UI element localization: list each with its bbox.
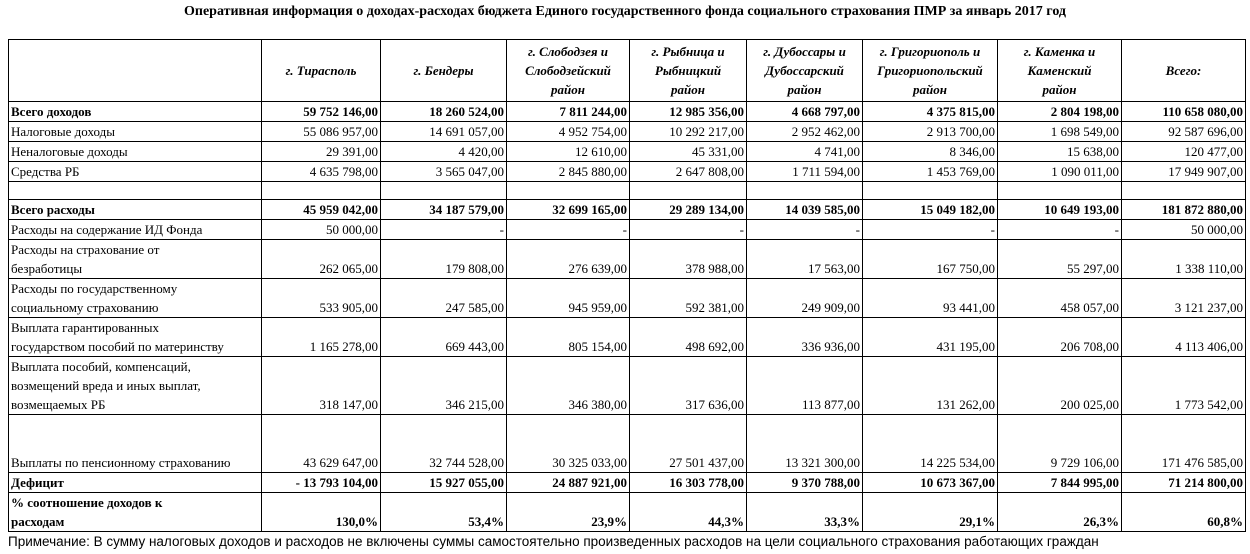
value-cell: 318 147,00 [262,357,381,415]
value-cell: 45 331,00 [630,142,747,162]
value-cell: 498 692,00 [630,318,747,357]
row-label [9,357,262,415]
income-section [9,102,1246,182]
row-label-line: государством пособий по материнству [11,339,224,354]
row-label [9,122,262,142]
value-cell: 669 443,00 [381,318,507,357]
value-cell: 45 959 042,00 [262,200,381,220]
value-cell: 1 773 542,00 [1122,357,1246,415]
table-row [9,493,1246,532]
value-cell: - [863,220,998,240]
header-col-6 [998,40,1122,102]
value-cell: 110 658 080,00 [1122,102,1246,122]
column-heading-line: г. Слободзея и [527,44,609,59]
row-label [9,200,262,220]
value-cell: 171 476 585,00 [1122,415,1246,473]
row-label-line: Неналоговые доходы [11,144,128,159]
value-cell: 55 297,00 [998,240,1122,279]
row-label-line: Выплата пособий, компенсаций, [11,359,191,374]
value-cell: 17 563,00 [747,240,863,279]
row-label [9,220,262,240]
value-cell: 276 639,00 [507,240,630,279]
row-label [9,240,262,279]
column-heading-line: район [787,82,822,97]
row-label-line: Расходы по государственному [11,281,178,296]
value-cell: 805 154,00 [507,318,630,357]
column-heading-line: Слободзейский [525,63,611,78]
column-heading-line: район [913,82,947,97]
column-heading-line: г. Дубоссары и [763,44,846,59]
value-cell: 92 587 696,00 [1122,122,1246,142]
value-cell: - [381,220,507,240]
header-col-2 [507,40,630,102]
row-label-line: % соотношение доходов к [11,495,163,510]
value-cell: 1 453 769,00 [863,162,998,182]
value-cell: 431 195,00 [863,318,998,357]
value-cell: - [998,220,1122,240]
value-cell: 346 380,00 [507,357,630,415]
row-label-line: Расходы на содержание ИД Фонда [11,222,203,237]
budget-table [8,39,1246,532]
value-cell: 200 025,00 [998,357,1122,415]
column-heading-line: район [551,82,585,97]
row-label [9,473,262,493]
value-cell: 23,9% [507,493,630,532]
value-cell: 592 381,00 [630,279,747,318]
footnote: Примечание: В сумму налоговых доходов и расходов не включены суммы самостоятельно произведенных расходов на цели социального страхования работающих граждан [8,534,1099,549]
row-label-line: Всего расходы [11,202,95,217]
table-row [9,122,1246,142]
value-cell: 44,3% [630,493,747,532]
table-row [9,240,1246,279]
value-cell: 3 565 047,00 [381,162,507,182]
value-cell: 262 065,00 [262,240,381,279]
header-col-4 [747,40,863,102]
header-label-cell [9,40,262,102]
value-cell: 17 949 907,00 [1122,162,1246,182]
value-cell: 30 325 033,00 [507,415,630,473]
value-cell: 12 610,00 [507,142,630,162]
row-label [9,102,262,122]
table-row [9,415,1246,473]
value-cell: - 13 793 104,00 [262,473,381,493]
column-heading-line: Григориопольский [877,63,983,78]
row-label-line: возмещений вреда и иных выплат, [11,378,201,393]
header-col-5 [863,40,998,102]
value-cell: 247 585,00 [381,279,507,318]
row-label [9,142,262,162]
row-label [9,162,262,182]
value-cell: 18 260 524,00 [381,102,507,122]
expense-section [9,200,1246,532]
value-cell: 4 668 797,00 [747,102,863,122]
value-cell: 50 000,00 [1122,220,1246,240]
value-cell: 53,4% [381,493,507,532]
value-cell: - [630,220,747,240]
value-cell: 378 988,00 [630,240,747,279]
value-cell: 93 441,00 [863,279,998,318]
value-cell: - [507,220,630,240]
value-cell: 55 086 957,00 [262,122,381,142]
table-row [9,220,1246,240]
row-label-line: Средства РБ [11,164,80,179]
table-row [9,318,1246,357]
value-cell: 206 708,00 [998,318,1122,357]
value-cell: 9 729 106,00 [998,415,1122,473]
value-cell: 29 391,00 [262,142,381,162]
value-cell: 4 741,00 [747,142,863,162]
column-heading-line: г. Рыбница и [651,44,725,59]
value-cell: 32 699 165,00 [507,200,630,220]
value-cell: 4 635 798,00 [262,162,381,182]
value-cell: 1 698 549,00 [998,122,1122,142]
value-cell: - [747,220,863,240]
value-cell: 945 959,00 [507,279,630,318]
value-cell: 24 887 921,00 [507,473,630,493]
value-cell: 7 844 995,00 [998,473,1122,493]
value-cell: 34 187 579,00 [381,200,507,220]
value-cell: 15 927 055,00 [381,473,507,493]
value-cell: 2 804 198,00 [998,102,1122,122]
value-cell: 317 636,00 [630,357,747,415]
column-heading-line: г. Каменка и [1023,44,1096,59]
value-cell: 336 936,00 [747,318,863,357]
value-cell: 4 375 815,00 [863,102,998,122]
row-label [9,279,262,318]
table-row [9,473,1246,493]
column-heading-line: г. Григориополь и [879,44,981,59]
value-cell: 131 262,00 [863,357,998,415]
spacer-row [9,182,1246,200]
value-cell: 13 321 300,00 [747,415,863,473]
row-label-line: Налоговые доходы [11,124,115,139]
header-col-1 [381,40,507,102]
value-cell: 43 629 647,00 [262,415,381,473]
value-cell: 33,3% [747,493,863,532]
value-cell: 2 913 700,00 [863,122,998,142]
value-cell: 27 501 437,00 [630,415,747,473]
value-cell: 4 420,00 [381,142,507,162]
header-col-3 [630,40,747,102]
value-cell: 249 909,00 [747,279,863,318]
table-row [9,200,1246,220]
column-heading-line: г. Бендеры [413,63,474,78]
value-cell: 1 165 278,00 [262,318,381,357]
header-col-7 [1122,40,1246,102]
row-label-line: безработицы [11,261,83,276]
value-cell: 2 952 462,00 [747,122,863,142]
value-cell: 9 370 788,00 [747,473,863,493]
value-cell: 1 090 011,00 [998,162,1122,182]
value-cell: 15 638,00 [998,142,1122,162]
column-heading-line: Всего: [1165,63,1202,78]
header-row [9,40,1246,102]
table-row [9,102,1246,122]
value-cell: 120 477,00 [1122,142,1246,162]
value-cell: 71 214 800,00 [1122,473,1246,493]
value-cell: 59 752 146,00 [262,102,381,122]
value-cell: 2 647 808,00 [630,162,747,182]
value-cell: 2 845 880,00 [507,162,630,182]
value-cell: 179 808,00 [381,240,507,279]
row-label-line: Выплата гарантированных [11,320,159,335]
value-cell: 181 872 880,00 [1122,200,1246,220]
column-heading-line: район [1042,82,1077,97]
table-row [9,142,1246,162]
value-cell: 113 877,00 [747,357,863,415]
row-label [9,318,262,357]
value-cell: 26,3% [998,493,1122,532]
value-cell: 8 346,00 [863,142,998,162]
column-heading-line: район [671,82,705,97]
row-label [9,493,262,532]
value-cell: 14 691 057,00 [381,122,507,142]
value-cell: 10 673 367,00 [863,473,998,493]
value-cell: 16 303 778,00 [630,473,747,493]
table-row [9,357,1246,415]
section-gap [9,182,1246,200]
row-label-line: социальному страхованию [11,300,159,315]
value-cell: 14 225 534,00 [863,415,998,473]
value-cell: 3 121 237,00 [1122,279,1246,318]
value-cell: 10 649 193,00 [998,200,1122,220]
value-cell: 29,1% [863,493,998,532]
value-cell: 346 215,00 [381,357,507,415]
value-cell: 10 292 217,00 [630,122,747,142]
column-heading-line: г. Тирасполь [285,63,357,78]
row-label-line: Выплаты по пенсионному страхованию [11,455,231,470]
column-heading-line: Каменский [1027,63,1092,78]
value-cell: 130,0% [262,493,381,532]
header-col-0 [262,40,381,102]
report-title: Оперативная информация о доходах-расходах бюджета Единого государственного фонда социального страхования ПМР за январь 2017 год [183,4,1066,19]
value-cell: 533 905,00 [262,279,381,318]
value-cell: 32 744 528,00 [381,415,507,473]
row-label-line: возмещаемых РБ [11,397,106,412]
value-cell: 7 811 244,00 [507,102,630,122]
value-cell: 4 113 406,00 [1122,318,1246,357]
row-label-line: Расходы на страхование от [11,242,160,257]
value-cell: 1 711 594,00 [747,162,863,182]
value-cell: 15 049 182,00 [863,200,998,220]
value-cell: 12 985 356,00 [630,102,747,122]
value-cell: 60,8% [1122,493,1246,532]
value-cell: 14 039 585,00 [747,200,863,220]
row-label-line: Дефицит [11,475,64,490]
row-label-line: расходам [11,514,65,529]
value-cell: 458 057,00 [998,279,1122,318]
value-cell: 4 952 754,00 [507,122,630,142]
value-cell: 167 750,00 [863,240,998,279]
value-cell: 50 000,00 [262,220,381,240]
table-row [9,279,1246,318]
row-label [9,415,262,473]
value-cell: 1 338 110,00 [1122,240,1246,279]
column-heading-line: Рыбницкий [654,63,722,78]
table-row [9,162,1246,182]
column-heading-line: Дубоссарский [765,63,844,78]
row-label-line: Всего доходов [11,104,92,119]
value-cell: 29 289 134,00 [630,200,747,220]
